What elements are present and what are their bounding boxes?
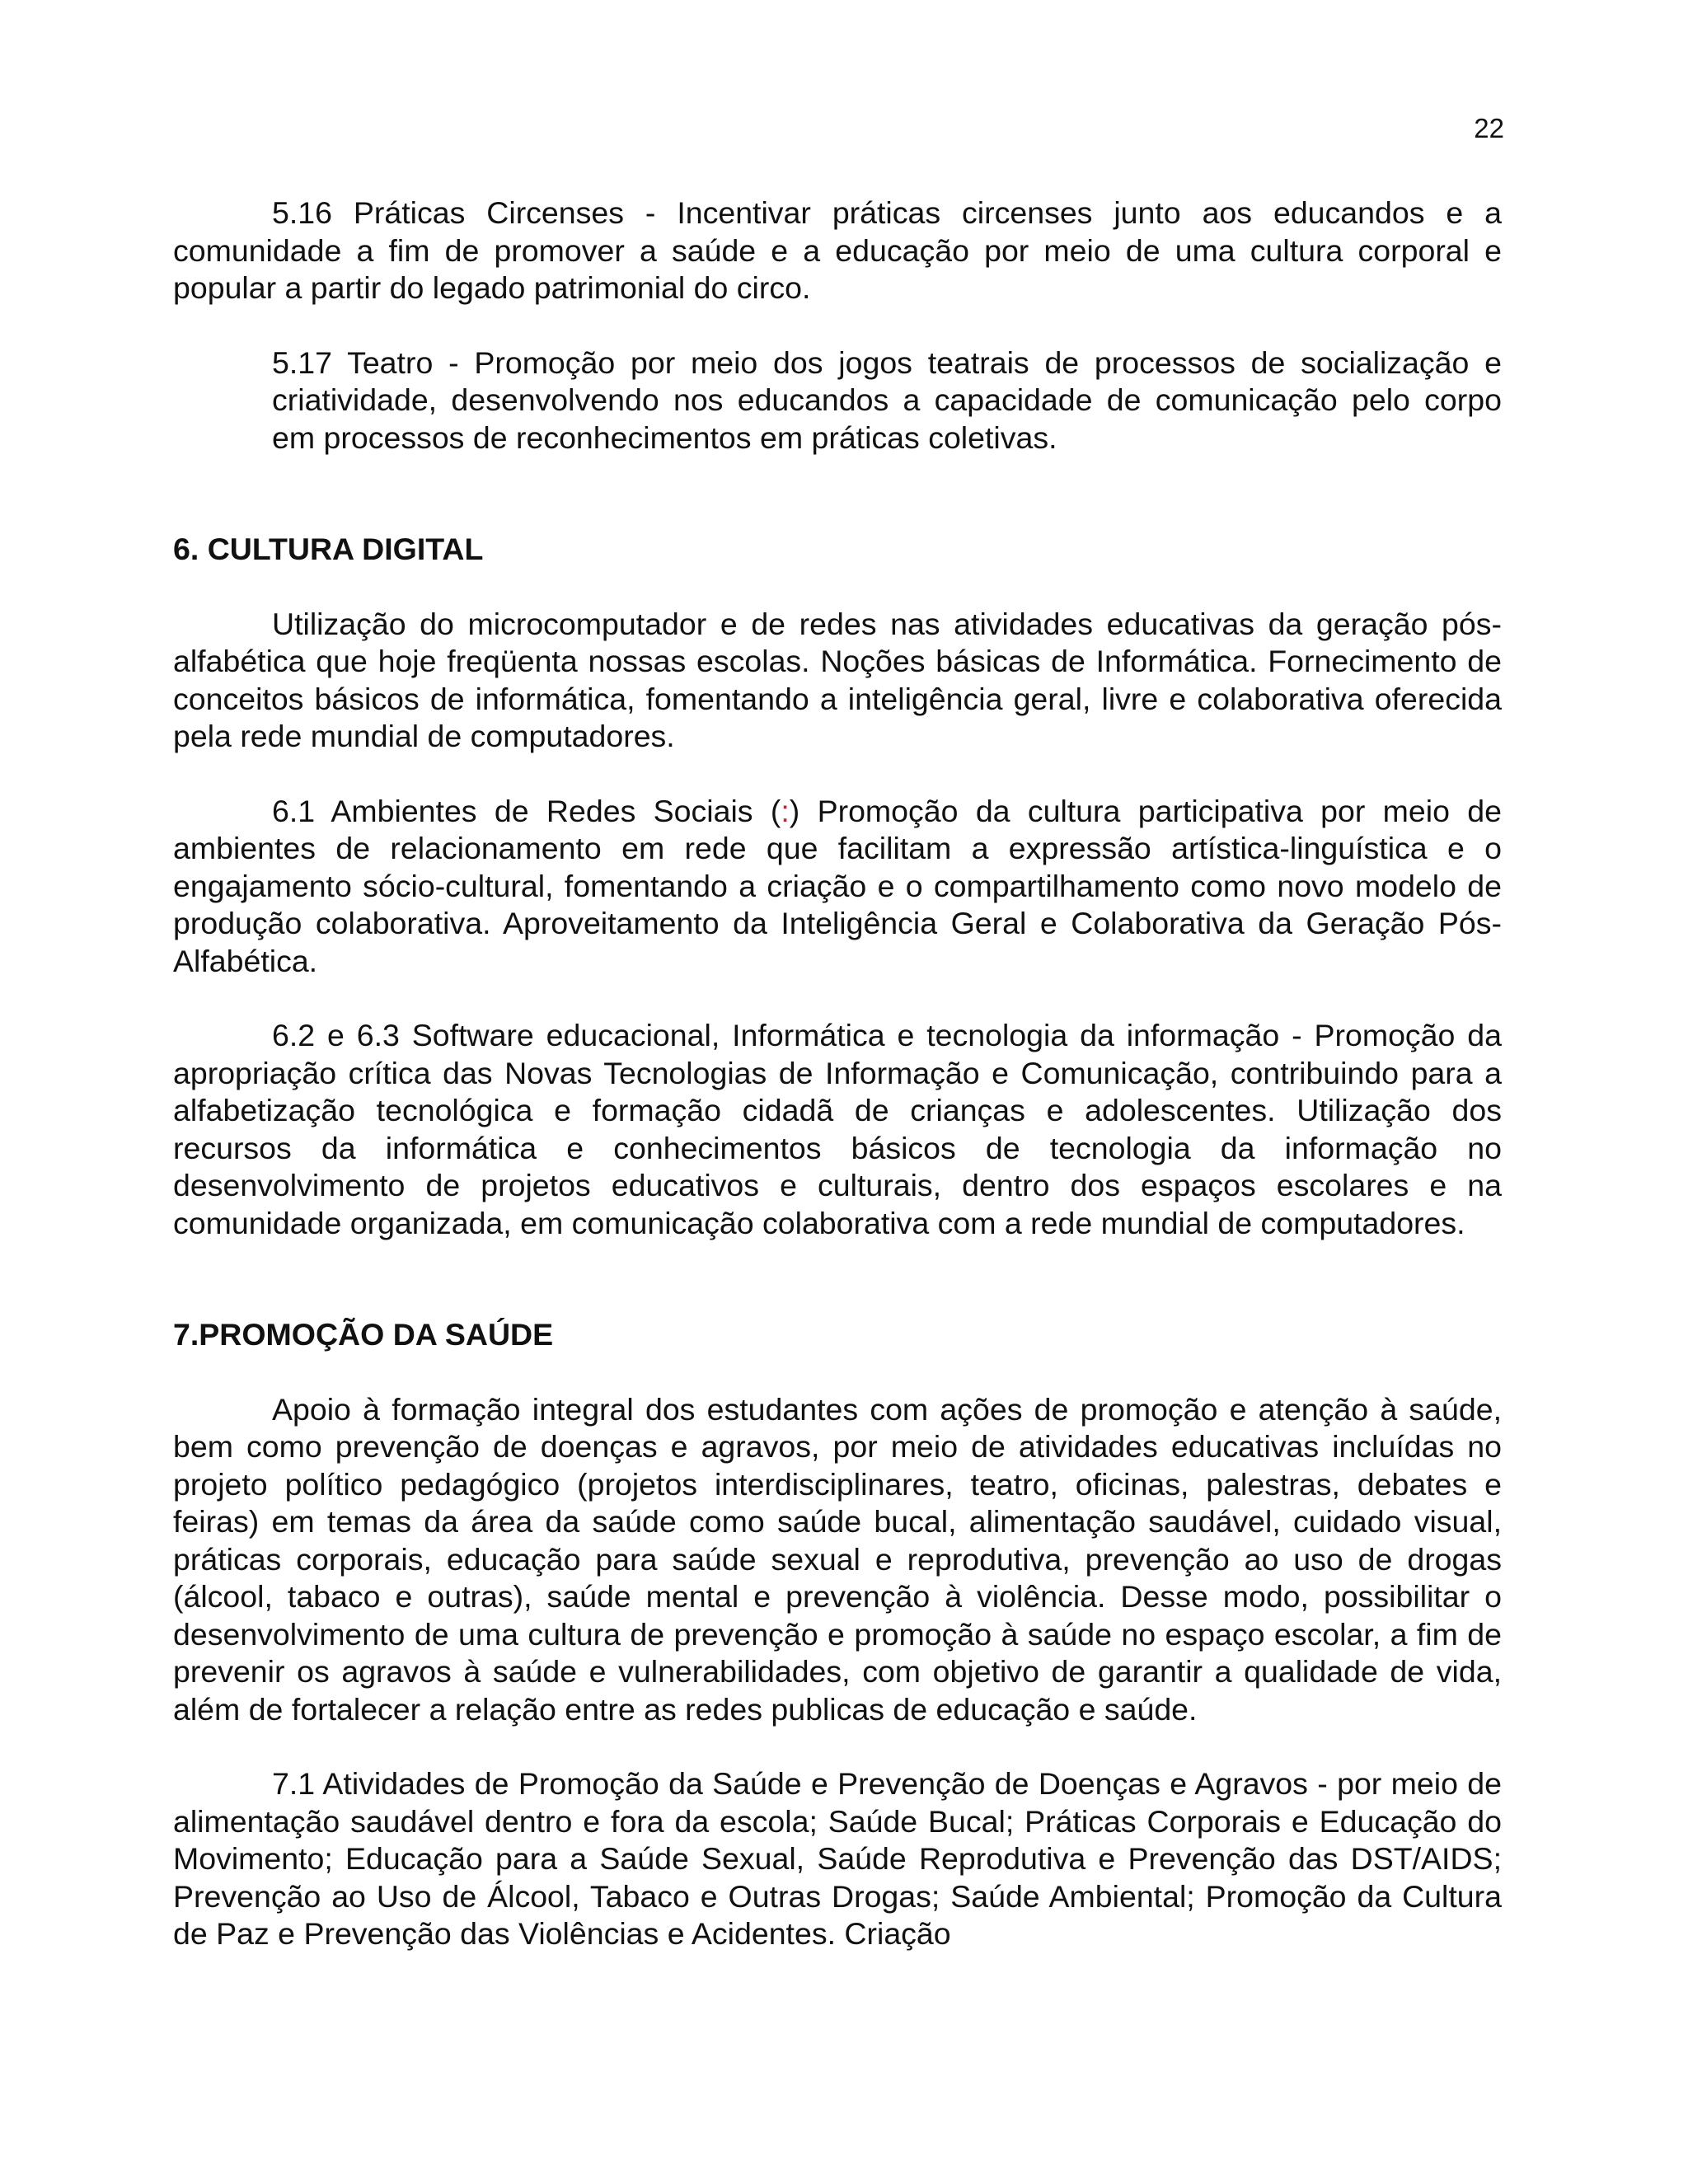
- heading-promocao-saude: 7.PROMOÇÃO DA SAÚDE: [173, 1317, 554, 1352]
- paragraph-6-2-6-3: 6.2 e 6.3 Software educacional, Informática e tecnologia da informação - Promoção da apropriação crítica das Novas Tecnologias de Informação e Comunicação, contribuindo para a alfabetização tecnológica e formação cidadã de crianças e adolescentes. Utilização dos recursos da informática e conhecimentos básicos de tecnologia da informação no desenvolvimento de projetos educativos e culturais, dentro dos espaços escolares e na comunidade organizada, em comunicação colaborativa com a rede mundial de computadores.: [173, 1018, 1502, 1240]
- paragraph-6-1-rest: ) Promoção da cultura participativa por meio de ambientes de relacionamento em rede que facilitam a expressão artística-linguística e o engajamento sócio-cultural, fomentando a criação e o compartilhamento como novo modelo de produção colaborativa. Aproveitamento da Inteligência Geral e Colaborativa da Geração Pós- Alfabética.: [173, 793, 1502, 978]
- paragraph-6-1-colon: :: [781, 793, 790, 828]
- page-number: 22: [1474, 113, 1504, 143]
- paragraph-promocao-saude: Apoio à formação integral dos estudantes com ações de promoção e atenção à saúde, bem como prevenção de doenças e agravos, por meio de atividades educativas incluídas no projeto político pedagógico (projetos interdisciplinares, teatro, oficinas, palestras, debates e feiras) em temas da área da saúde como saúde bucal, alimentação saudável, cuidado visual, práticas corporais, educação para saúde sexual e reprodutiva, prevenção ao uso de drogas (álcool, tabaco e outras), saúde mental e prevenção à violência. Desse modo, possibilitar o desenvolvimento de uma cultura de prevenção e promoção à saúde no espaço escolar, a fim de prevenir os agravos à saúde e vulnerabilidades, com objetivo de garantir a qualidade de vida, além de fortalecer a relação entre as redes publicas de educação e saúde.: [173, 1391, 1502, 1727]
- paragraph-6-1-lead: 6.1 Ambientes de Redes Sociais (: [272, 793, 781, 828]
- heading-cultura-digital: 6. CULTURA DIGITAL: [173, 532, 484, 566]
- page-content: [173, 194, 1502, 1953]
- paragraph-5-17: 5.17 Teatro - Promoção por meio dos jogos teatrais de processos de socialização e criatividade, desenvolvendo nos educandos a capacidade de comunicação pelo corpo em processos de reconhecimentos em práticas coletivas.: [272, 344, 1502, 455]
- paragraph-5-16: 5.16 Práticas Circenses - Incentivar práticas circenses junto aos educandos e a comunidade a fim de promover a saúde e a educação por meio de uma cultura corporal e popular a partir do legado patrimonial do circo.: [173, 195, 1502, 305]
- paragraph-cultura-digital: Utilização do microcomputador e de redes nas atividades educativas da geração pós-alfabética que hoje freqüenta nossas escolas. Noções básicas de Informática. Fornecimento de conceitos básicos de informática, fomentando a inteligência geral, livre e colaborativa oferecida pela rede mundial de computadores.: [173, 606, 1502, 753]
- paragraph-7-1: 7.1 Atividades de Promoção da Saúde e Prevenção de Doenças e Agravos - por meio de alimentação saudável dentro e fora da escola; Saúde Bucal; Práticas Corporais e Educação do Movimento; Educação para a Saúde Sexual, Saúde Reprodutiva e Prevenção das DST/AIDS; Prevenção ao Uso de Álcool, Tabaco e Outras Drogas; Saúde Ambiental; Promoção da Cultura de Paz e Prevenção das Violências e Acidentes. Criação: [173, 1766, 1502, 1951]
- paragraph-6-1: [173, 793, 1502, 981]
